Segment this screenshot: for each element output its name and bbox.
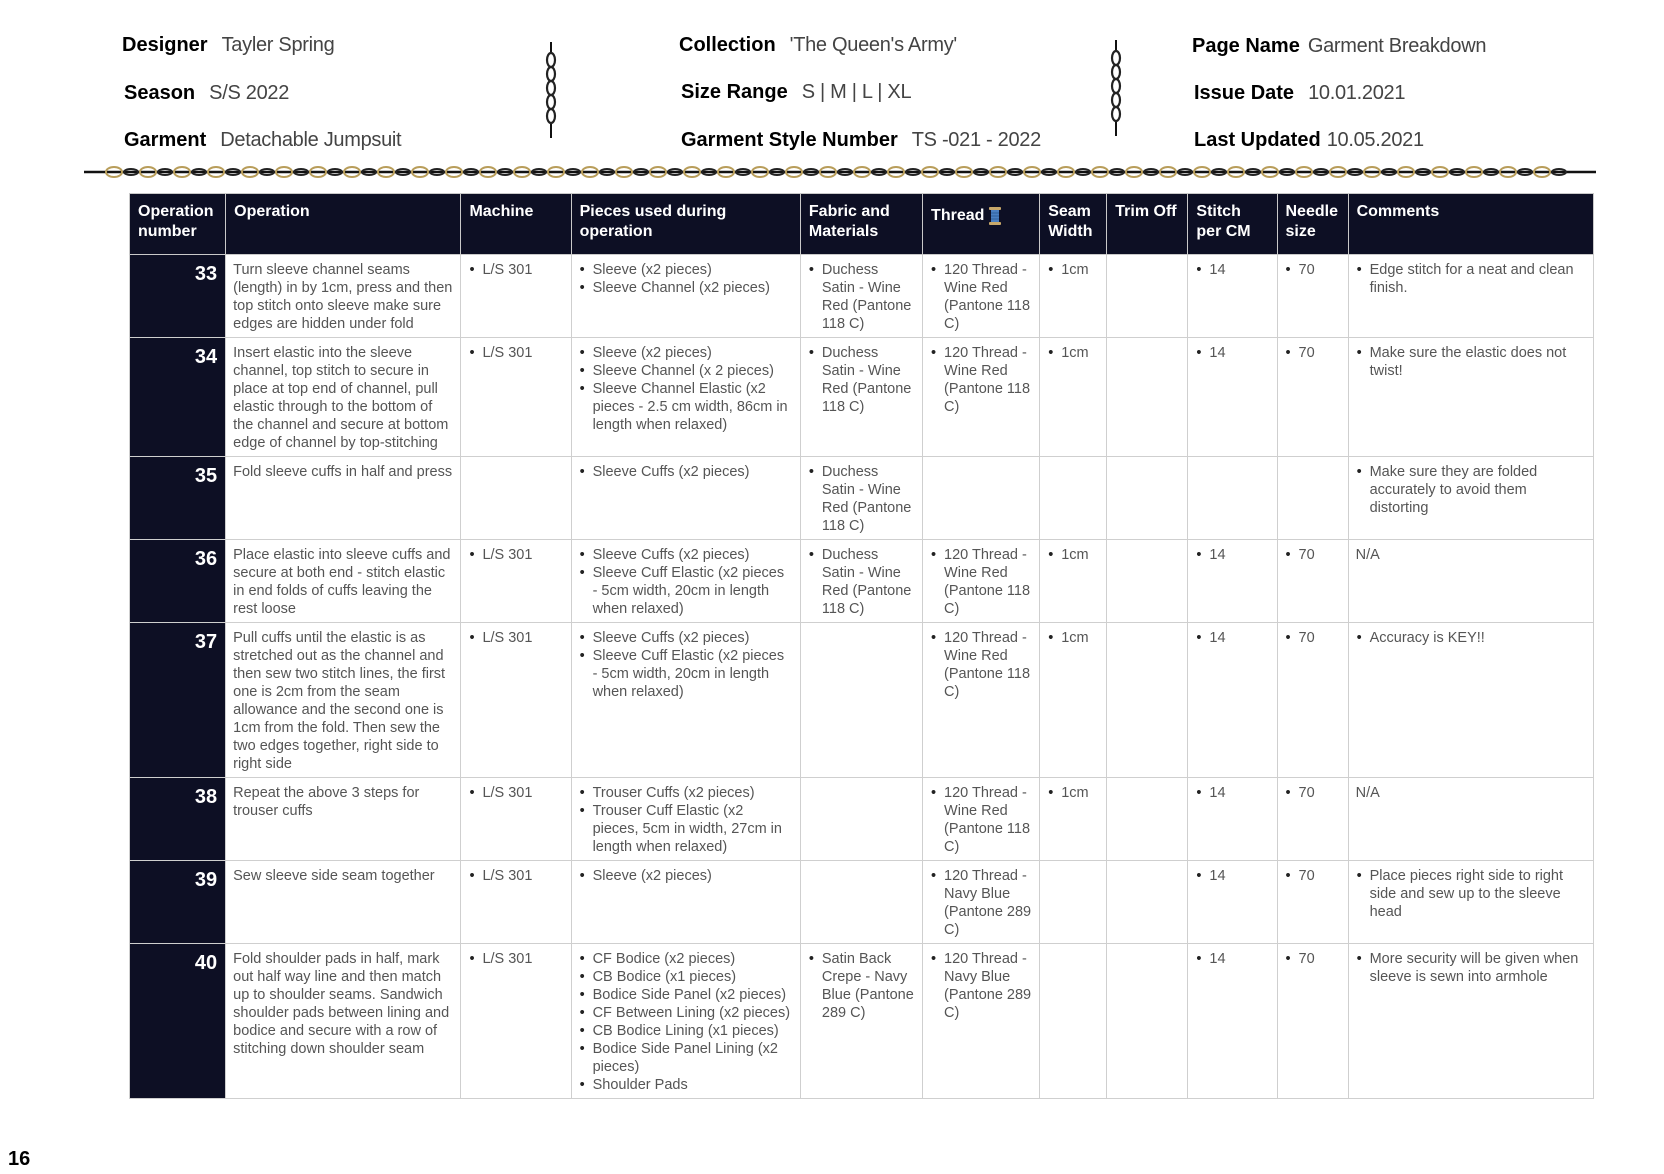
list-item: • Sleeve Channel (x 2 pieces) [593, 362, 793, 380]
machine-list [468, 629, 563, 647]
page-name-value: Garment Breakdown [1307, 35, 1487, 57]
list-item: • Sleeve Cuffs (x2 pieces) [593, 463, 793, 481]
needle-size-cell [1277, 457, 1348, 540]
list-item: • Satin Back Crepe - Navy Blue (Pantone 289 C) [822, 950, 915, 1022]
operation-cell: Fold shoulder pads in half, mark out half way line and then match up to shoulder seams. Sandwich shoulder pads between lining and bodice and secure with a row of stitching down shoulder seam [226, 944, 461, 1099]
list-item: • Duchess Satin - Wine Red (Pantone 118 C) [822, 344, 915, 416]
operation-number-cell: 36 [130, 540, 226, 623]
list-item: • 14 [1209, 784, 1269, 802]
list-item: • Trouser Cuff Elastic (x2 pieces, 5cm in width, 27cm in length when relaxed) [593, 802, 793, 856]
pieces-list [579, 344, 793, 434]
operation-number-cell: 38 [130, 778, 226, 861]
list-item: • CF Bodice (x2 pieces) [593, 950, 793, 968]
trim-off-cell [1107, 861, 1188, 944]
trim-off-cell [1107, 338, 1188, 457]
machine-cell [461, 540, 571, 623]
fabric-cell [800, 623, 922, 778]
list-item: • 70 [1299, 867, 1341, 885]
col-seam-width: Seam Width [1040, 194, 1107, 255]
comments-cell [1348, 457, 1593, 540]
list-item: • 70 [1299, 344, 1341, 362]
fabric-cell [800, 540, 922, 623]
table-row [130, 861, 1594, 944]
comments-list [1356, 867, 1586, 921]
operation-cell: Repeat the above 3 steps for trouser cuffs [226, 778, 461, 861]
list-item: • 1cm [1061, 344, 1099, 362]
list-item: • Sleeve Channel (x2 pieces) [593, 279, 793, 297]
thread-cell [923, 540, 1040, 623]
style-number-value: TS -021 - 2022 [911, 129, 1041, 151]
col-fabric: Fabric and Materials [800, 194, 922, 255]
list-item: • CB Bodice (x1 pieces) [593, 968, 793, 986]
operation-number-cell: 39 [130, 861, 226, 944]
list-item: • Make sure the elastic does not twist! [1370, 344, 1586, 380]
comments-cell [1348, 944, 1593, 1099]
stitch-per-cm-list [1195, 546, 1269, 564]
list-item: • Shoulder Pads [593, 1076, 793, 1094]
thread-list [930, 261, 1032, 333]
stitch-per-cm-list [1195, 344, 1269, 362]
list-item: • 120 Thread - Wine Red (Pantone 118 C) [944, 629, 1032, 701]
list-item: • Sleeve Cuffs (x2 pieces) [593, 629, 793, 647]
list-item: • Sleeve (x2 pieces) [593, 344, 793, 362]
trim-off-cell [1107, 778, 1188, 861]
pieces-list [579, 463, 793, 481]
stitch-per-cm-cell [1188, 944, 1277, 1099]
trim-off-cell [1107, 540, 1188, 623]
stitch-per-cm-list [1195, 867, 1269, 885]
list-item: • 70 [1299, 950, 1341, 968]
machine-cell [461, 457, 571, 540]
comments-list [1356, 261, 1586, 297]
list-item: • Sleeve Cuffs (x2 pieces) [593, 546, 793, 564]
fabric-list [808, 344, 915, 416]
seam-width-cell [1040, 255, 1107, 338]
needle-size-list [1285, 950, 1341, 968]
col-needle-size: Needle size [1277, 194, 1348, 255]
pieces-list [579, 629, 793, 701]
thread-cell [923, 861, 1040, 944]
pieces-cell [571, 457, 800, 540]
stitch-per-cm-cell [1188, 861, 1277, 944]
comments-list [1356, 629, 1586, 647]
page-number: 16 [8, 1148, 31, 1170]
pieces-list [579, 867, 793, 885]
list-item: • L/S 301 [482, 546, 563, 564]
trim-off-cell [1107, 255, 1188, 338]
fabric-cell [800, 944, 922, 1099]
collection-value: 'The Queen's Army' [789, 34, 957, 56]
pieces-cell [571, 861, 800, 944]
list-item: • Duchess Satin - Wine Red (Pantone 118 C) [822, 546, 915, 618]
stitch-per-cm-cell [1188, 778, 1277, 861]
thread-list [930, 344, 1032, 416]
pieces-cell [571, 338, 800, 457]
pieces-list [579, 261, 793, 297]
list-item: • 14 [1209, 629, 1269, 647]
table-row [130, 623, 1594, 778]
needle-size-list [1285, 784, 1341, 802]
needle-size-cell [1277, 944, 1348, 1099]
operation-cell: Turn sleeve channel seams (length) in by 1cm, press and then top stitch onto sleeve make sure edges are hidden under fold [226, 255, 461, 338]
issue-date-value: 10.01.2021 [1308, 82, 1406, 104]
machine-list [468, 867, 563, 885]
list-item: • 70 [1299, 784, 1341, 802]
fabric-cell [800, 338, 922, 457]
list-item: • Bodice Side Panel (x2 pieces) [593, 986, 793, 1004]
needle-size-list [1285, 629, 1341, 647]
machine-cell [461, 338, 571, 457]
col-thread-label: Thread [931, 207, 985, 224]
garment-value: Detachable Jumpsuit [220, 129, 402, 151]
operation-cell: Place elastic into sleeve cuffs and secure at both end - stitch elastic in end folds of cuffs leaving the rest loose [226, 540, 461, 623]
list-item: • 14 [1209, 261, 1269, 279]
list-item: • 70 [1299, 629, 1341, 647]
list-item: • 120 Thread - Wine Red (Pantone 118 C) [944, 344, 1032, 416]
pieces-cell [571, 944, 800, 1099]
thread-cell [923, 778, 1040, 861]
seam-width-list [1047, 629, 1099, 647]
pieces-cell [571, 255, 800, 338]
comment-text: N/A [1355, 547, 1380, 563]
pieces-list [579, 546, 793, 618]
thread-list [930, 546, 1032, 618]
issue-date-field [1194, 82, 1405, 105]
chain-divider-left [541, 42, 561, 138]
thread-cell [923, 457, 1040, 540]
list-item: • Sleeve (x2 pieces) [593, 867, 793, 885]
operation-number-cell: 37 [130, 623, 226, 778]
list-item: • 70 [1299, 546, 1341, 564]
col-stitch-per-cm: Stitch per CM [1188, 194, 1277, 255]
list-item: • 1cm [1061, 261, 1099, 279]
list-item: • Sleeve Channel Elastic (x2 pieces - 2.5 cm width, 86cm in length when relaxed) [593, 380, 793, 434]
list-item: • Make sure they are folded accurately to avoid them distorting [1370, 463, 1586, 517]
table-row [130, 338, 1594, 457]
list-item: • L/S 301 [482, 867, 563, 885]
needle-size-cell [1277, 338, 1348, 457]
needle-size-cell [1277, 778, 1348, 861]
operations-table [129, 193, 1594, 1099]
comment-text: N/A [1355, 785, 1380, 801]
list-item: • 120 Thread - Navy Blue (Pantone 289 C) [944, 950, 1032, 1022]
thread-cell [923, 944, 1040, 1099]
needle-size-list [1285, 261, 1341, 279]
last-updated-label: Last Updated [1194, 129, 1321, 151]
stitch-per-cm-cell [1188, 540, 1277, 623]
table-row [130, 457, 1594, 540]
comments-cell [1348, 338, 1593, 457]
stitch-per-cm-cell [1188, 338, 1277, 457]
trim-off-cell [1107, 457, 1188, 540]
seam-width-cell [1040, 944, 1107, 1099]
table-row [130, 944, 1594, 1099]
needle-size-list [1285, 546, 1341, 564]
list-item: • 1cm [1061, 629, 1099, 647]
machine-list [468, 546, 563, 564]
stitch-per-cm-list [1195, 261, 1269, 279]
fabric-cell [800, 861, 922, 944]
fabric-cell [800, 255, 922, 338]
list-item: • 120 Thread - Wine Red (Pantone 118 C) [944, 784, 1032, 856]
machine-cell [461, 778, 571, 861]
comments-cell [1348, 255, 1593, 338]
style-number-label: Garment Style Number [681, 129, 898, 151]
thread-cell [923, 623, 1040, 778]
needle-size-list [1285, 867, 1341, 885]
stitch-per-cm-cell [1188, 255, 1277, 338]
list-item: • L/S 301 [482, 261, 563, 279]
needle-size-cell [1277, 623, 1348, 778]
stitch-per-cm-cell [1188, 457, 1277, 540]
list-item: • L/S 301 [482, 784, 563, 802]
seam-width-cell [1040, 778, 1107, 861]
list-item: • 120 Thread - Wine Red (Pantone 118 C) [944, 261, 1032, 333]
seam-width-list [1047, 784, 1099, 802]
garment-label: Garment [124, 129, 207, 151]
machine-cell [461, 255, 571, 338]
stitch-per-cm-list [1195, 784, 1269, 802]
comments-cell [1348, 540, 1593, 623]
stitch-per-cm-list [1195, 950, 1269, 968]
operation-cell: Fold sleeve cuffs in half and press [226, 457, 461, 540]
list-item: • L/S 301 [482, 629, 563, 647]
list-item: • Bodice Side Panel Lining (x2 pieces) [593, 1040, 793, 1076]
operation-number-cell: 40 [130, 944, 226, 1099]
size-range-label: Size Range [681, 81, 788, 103]
size-range-value: S | M | L | XL [801, 81, 912, 103]
list-item: • Sleeve Cuff Elastic (x2 pieces - 5cm width, 20cm in length when relaxed) [593, 647, 793, 701]
pieces-cell [571, 778, 800, 861]
collection-field [679, 34, 957, 57]
pieces-list [579, 784, 793, 856]
list-item: • Duchess Satin - Wine Red (Pantone 118 C) [822, 463, 915, 535]
stitch-per-cm-cell [1188, 623, 1277, 778]
chain-divider-horizontal [84, 158, 1596, 186]
comments-list [1356, 344, 1586, 380]
comments-cell [1348, 778, 1593, 861]
issue-date-label: Issue Date [1194, 82, 1295, 104]
table-body [130, 255, 1594, 1099]
machine-list [468, 261, 563, 279]
last-updated-field [1194, 129, 1424, 152]
list-item: • CB Bodice Lining (x1 pieces) [593, 1022, 793, 1040]
list-item: • 14 [1209, 546, 1269, 564]
last-updated-value: 10.05.2021 [1326, 129, 1424, 151]
designer-field [122, 34, 334, 57]
thread-list [930, 629, 1032, 701]
fabric-list [808, 261, 915, 333]
trim-off-cell [1107, 623, 1188, 778]
list-item: • 14 [1209, 950, 1269, 968]
table-row [130, 778, 1594, 861]
list-item: • 1cm [1061, 546, 1099, 564]
machine-list [468, 784, 563, 802]
machine-list [468, 950, 563, 968]
col-trim-off: Trim Off [1107, 194, 1188, 255]
operation-cell: Sew sleeve side seam together [226, 861, 461, 944]
operation-cell: Pull cuffs until the elastic is as stretched out as the channel and then sew two stitch lines, the first one is 2cm from the seam allowance and the second one is 1cm from the fold. Then sew the two edges together, right side to right side [226, 623, 461, 778]
list-item: • Sleeve Cuff Elastic (x2 pieces - 5cm width, 20cm in length when relaxed) [593, 564, 793, 618]
list-item: • Place pieces right side to right side and sew up to the sleeve head [1370, 867, 1586, 921]
list-item: • Sleeve (x2 pieces) [593, 261, 793, 279]
designer-label: Designer [122, 34, 208, 56]
thread-cell [923, 338, 1040, 457]
operation-number-cell: 33 [130, 255, 226, 338]
stitch-per-cm-list [1195, 629, 1269, 647]
col-operation-number: Operation number [130, 194, 226, 255]
list-item: • Duchess Satin - Wine Red (Pantone 118 C) [822, 261, 915, 333]
comments-cell [1348, 623, 1593, 778]
col-machine: Machine [461, 194, 571, 255]
needle-size-cell [1277, 255, 1348, 338]
trim-off-cell [1107, 944, 1188, 1099]
thread-list [930, 784, 1032, 856]
list-item: • 14 [1209, 867, 1269, 885]
operation-cell: Insert elastic into the sleeve channel, top stitch to secure in place at top end of channel, pull elastic through to the bottom of the channel and secure at bottom edge of channel by top-stitching [226, 338, 461, 457]
fabric-cell [800, 457, 922, 540]
machine-cell [461, 861, 571, 944]
page-name-field [1192, 35, 1486, 58]
machine-list [468, 344, 563, 362]
seam-width-cell [1040, 457, 1107, 540]
season-label: Season [124, 82, 196, 104]
col-operation: Operation [226, 194, 461, 255]
col-pieces: Pieces used during operation [571, 194, 800, 255]
table-row [130, 255, 1594, 338]
chain-divider-right [1106, 40, 1126, 136]
thread-list [930, 867, 1032, 939]
pieces-list [579, 950, 793, 1094]
col-thread [923, 194, 1040, 255]
pieces-cell [571, 540, 800, 623]
table-row [130, 540, 1594, 623]
machine-cell [461, 623, 571, 778]
list-item: • 120 Thread - Wine Red (Pantone 118 C) [944, 546, 1032, 618]
seam-width-list [1047, 261, 1099, 279]
season-field [124, 82, 289, 105]
list-item: • Accuracy is KEY!! [1370, 629, 1586, 647]
needle-size-cell [1277, 861, 1348, 944]
list-item: • CF Between Lining (x2 pieces) [593, 1004, 793, 1022]
list-item: • L/S 301 [482, 950, 563, 968]
list-item: • Trouser Cuffs (x2 pieces) [593, 784, 793, 802]
size-range-field [681, 81, 911, 104]
fabric-cell [800, 778, 922, 861]
machine-cell [461, 944, 571, 1099]
list-item: • 1cm [1061, 784, 1099, 802]
comments-list [1356, 463, 1586, 517]
fabric-list [808, 463, 915, 535]
fabric-list [808, 546, 915, 618]
table-header-row [130, 194, 1594, 255]
style-number-field [681, 129, 1041, 152]
seam-width-list [1047, 546, 1099, 564]
col-comments: Comments [1348, 194, 1593, 255]
thread-cell [923, 255, 1040, 338]
list-item: • L/S 301 [482, 344, 563, 362]
page-name-label: Page Name [1192, 35, 1300, 57]
collection-label: Collection [679, 34, 776, 56]
designer-value: Tayler Spring [221, 34, 335, 56]
pieces-cell [571, 623, 800, 778]
seam-width-cell [1040, 540, 1107, 623]
garment-field [124, 129, 401, 152]
thread-list [930, 950, 1032, 1022]
operation-number-cell: 35 [130, 457, 226, 540]
seam-width-list [1047, 344, 1099, 362]
list-item: • Edge stitch for a neat and clean finish. [1370, 261, 1586, 297]
seam-width-cell [1040, 338, 1107, 457]
seam-width-cell [1040, 861, 1107, 944]
needle-size-cell [1277, 540, 1348, 623]
season-value: S/S 2022 [209, 82, 290, 104]
seam-width-cell [1040, 623, 1107, 778]
comments-cell [1348, 861, 1593, 944]
list-item: • 70 [1299, 261, 1341, 279]
thread-spool-icon [988, 207, 1002, 225]
comments-list [1356, 950, 1586, 986]
list-item: • More security will be given when sleeve is sewn into armhole [1370, 950, 1586, 986]
operation-number-cell: 34 [130, 338, 226, 457]
list-item: • 14 [1209, 344, 1269, 362]
list-item: • 120 Thread - Navy Blue (Pantone 289 C) [944, 867, 1032, 939]
needle-size-list [1285, 344, 1341, 362]
fabric-list [808, 950, 915, 1022]
